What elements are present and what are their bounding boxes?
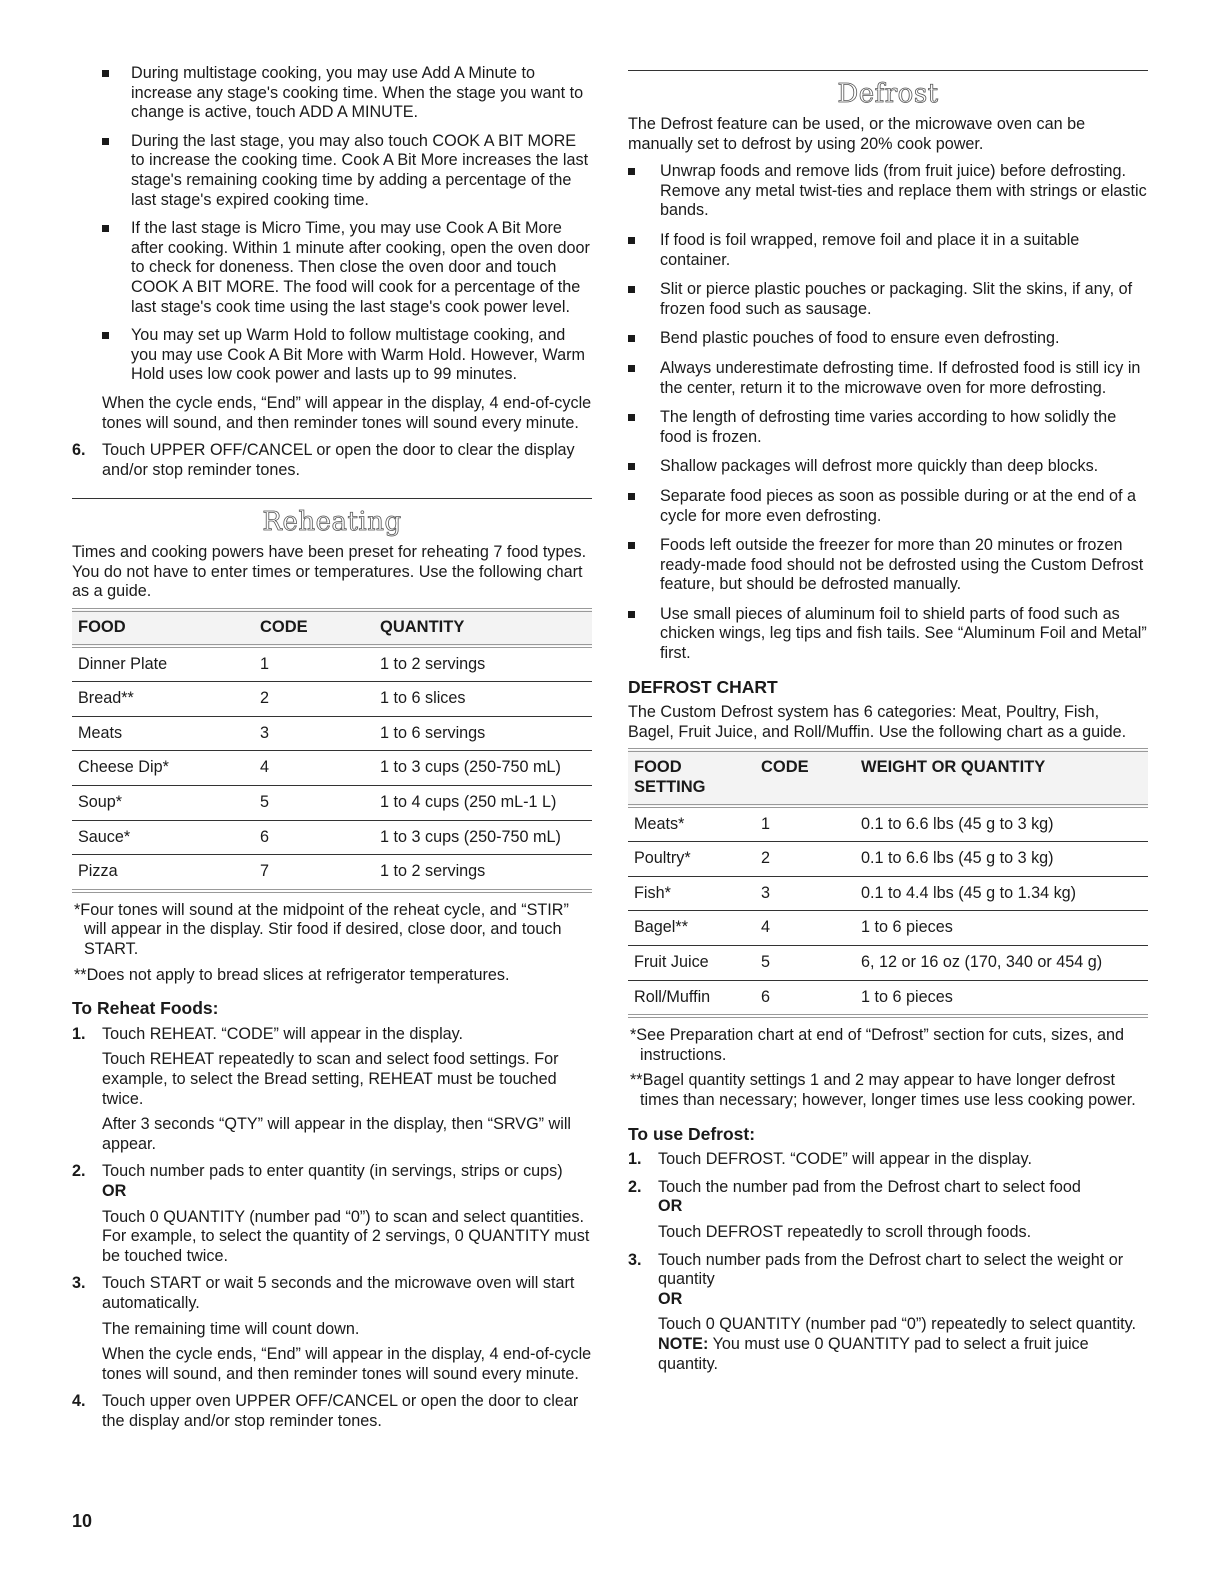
col-header-food: FOOD	[72, 610, 254, 646]
table-row: Pizza 7 1 to 2 servings	[72, 855, 592, 891]
reheat-table	[72, 608, 592, 893]
section-divider	[72, 498, 592, 499]
step-6: 6. Touch UPPER OFF/CANCEL or open the door to clear the display and/or stop reminder tones.	[72, 441, 575, 479]
table-row: Bagel** 4 1 to 6 pieces	[628, 911, 1148, 946]
step-1: 1. Touch REHEAT. “CODE” will appear in the display. Touch REHEAT repeatedly to scan and select food settings. For example, to select the Bread setting, REHEAT must be touched twice. After 3 seconds “QTY” will appear in the display, then “SRVG” will appear.	[72, 1024, 572, 1153]
defrost-howto-heading: To use Defrost:	[628, 1123, 756, 1144]
col-header-quantity: QUANTITY	[374, 610, 592, 646]
reheating-heading: Reheating	[262, 507, 402, 538]
table-row: Poultry* 2 0.1 to 6.6 lbs (45 g to 3 kg)	[628, 842, 1148, 877]
defrost-heading: Defrost	[837, 79, 939, 109]
step-4: 4. Touch upper oven UPPER OFF/CANCEL or open the door to clear the display and/or stop reminder tones.	[72, 1392, 579, 1430]
table-row: Soup* 5 1 to 4 cups (250 mL-1 L)	[72, 786, 592, 821]
list-item: Separate food pieces as soon as possible during or at the end of a cycle for more even defrosting.	[628, 487, 1148, 526]
col-header-code: CODE	[755, 750, 855, 805]
bullet-square-icon	[102, 332, 109, 339]
table-row: Roll/Muffin 6 1 to 6 pieces	[628, 980, 1148, 1016]
section-divider	[628, 70, 1148, 71]
defrost-chart-intro: The Custom Defrost system has 6 categories: Meat, Poultry, Fish, Bagel, Fruit Juice, and Roll/Muffin. Use the following chart as a guide.	[628, 703, 1127, 741]
list-item: Unwrap foods and remove lids (from fruit juice) before defrosting. Remove any metal twist-ties and replace them with strings or elastic bands.	[628, 162, 1148, 221]
reheating-intro: Times and cooking powers have been preset for reheating 7 food types. You do not have to enter times or temperatures. Use the following chart as a guide.	[72, 543, 587, 601]
list-item: Always underestimate defrosting time. If defrosted food is still icy in the center, return it to the microwave oven for more defrosting.	[628, 359, 1148, 398]
step-3: 3. Touch number pads from the Defrost chart to select the weight or quantity OR Touch 0 QUANTITY (number pad “0”) repeatedly to select quantity. NOTE: You must use 0 QUANTITY pad to select a fruit juice quantity.	[628, 1251, 1148, 1375]
table-row: Fruit Juice 5 6, 12 or 16 oz (170, 340 or 454 g)	[628, 946, 1148, 981]
list-item: Foods left outside the freezer for more than 20 minutes or frozen ready-made food should not be defrosted using the Custom Defrost feature, but should be defrosted manually.	[628, 536, 1148, 595]
list-item: Shallow packages will defrost more quickly than deep blocks.	[628, 457, 1148, 477]
list-item: The length of defrosting time varies according to how solidly the food is frozen.	[628, 408, 1148, 447]
footnote: **Does not apply to bread slices at refrigerator temperatures.	[74, 965, 510, 984]
list-item: You may set up Warm Hold to follow multistage cooking, and you may use Cook A Bit More with Warm Hold. However, Warm Hold uses low cook power and lasts up to 99 minutes.	[72, 326, 592, 385]
footnote: **Bagel quantity settings 1 and 2 may appear to have longer defrost times than necessary; however, longer times use less cooking power.	[630, 1071, 1136, 1109]
col-header-weight: WEIGHT OR QUANTITY	[855, 750, 1148, 805]
defrost-intro: The Defrost feature can be used, or the microwave oven can be manually set to defrost by using 20% cook power.	[628, 115, 1086, 153]
bullet-square-icon	[628, 493, 635, 500]
left-column	[72, 64, 592, 1431]
table-row: Bread** 2 1 to 6 slices	[72, 682, 592, 717]
bullet-square-icon	[628, 286, 635, 293]
reheat-howto-heading: To Reheat Foods:	[72, 998, 219, 1019]
list-item: If the last stage is Micro Time, you may use Cook A Bit More after cooking. Within 1 minute after cooking, open the oven door to check for doneness. Then close the oven door and touch COOK A BIT MORE. The food will cook for a percentage of the last stage's cook time using the last stage's cook power level.	[72, 219, 592, 317]
step-2: 2. Touch the number pad from the Defrost chart to select food OR Touch DEFROST repeatedly to scroll through foods.	[628, 1177, 1081, 1241]
bullet-square-icon	[102, 138, 109, 145]
col-header-code: CODE	[254, 610, 374, 646]
bullet-square-icon	[102, 70, 109, 77]
table-row: Meats 3 1 to 6 servings	[72, 716, 592, 751]
bullet-square-icon	[628, 611, 635, 618]
step-2: 2. Touch number pads to enter quantity (in servings, strips or cups) OR Touch 0 QUANTITY (number pad “0”) to scan and select quantities. For example, to select the quantity of 2 servings, 0 QUANTITY must be touched twice.	[72, 1162, 590, 1265]
list-item: Slit or pierce plastic pouches or packaging. Slit the skins, if any, of frozen food such as sausage.	[628, 280, 1148, 319]
step-1: 1. Touch DEFROST. “CODE” will appear in the display.	[628, 1150, 1032, 1169]
table-row: Fish* 3 0.1 to 4.4 lbs (45 g to 1.34 kg)	[628, 876, 1148, 911]
table-row: Sauce* 6 1 to 3 cups (250-750 mL)	[72, 820, 592, 855]
bullet-square-icon	[628, 335, 635, 342]
list-item: Use small pieces of aluminum foil to shield parts of food such as chicken wings, leg tips and fish tails. See “Aluminum Foil and Metal” first.	[628, 605, 1148, 664]
defrost-table	[628, 748, 1148, 1018]
table-header-row	[72, 610, 592, 646]
list-item: Bend plastic pouches of food to ensure even defrosting.	[628, 329, 1148, 349]
cycle-end-text: When the cycle ends, “End” will appear in the display, 4 end-of-cycle tones will sound, and then reminder tones will sound every minute.	[102, 393, 592, 432]
bullet-square-icon	[628, 463, 635, 470]
list-item: During the last stage, you may also touch COOK A BIT MORE to increase the cooking time. Cook A Bit More increases the last stage's remaining cooking time by adding a percentage of the last stage's expired cooking time.	[72, 132, 592, 210]
table-row: Cheese Dip* 4 1 to 3 cups (250-750 mL)	[72, 751, 592, 786]
footnote: *Four tones will sound at the midpoint of the reheat cycle, and “STIR” will appear in the display. Stir food if desired, close door, and touch START.	[74, 900, 569, 958]
bullet-square-icon	[628, 365, 635, 372]
defrost-chart-heading: DEFROST CHART	[628, 676, 778, 697]
bullet-square-icon	[102, 225, 109, 232]
list-item: If food is foil wrapped, remove foil and place it in a suitable container.	[628, 231, 1148, 270]
bullet-square-icon	[628, 414, 635, 421]
right-column	[628, 64, 1148, 1374]
col-header-food-setting: FOOD SETTING	[628, 750, 755, 805]
list-item: During multistage cooking, you may use Add A Minute to increase any stage's cooking time. When the stage you want to change is active, touch ADD A MINUTE.	[72, 64, 592, 123]
bullet-square-icon	[628, 542, 635, 549]
footnote: *See Preparation chart at end of “Defrost” section for cuts, sizes, and instructions.	[630, 1026, 1124, 1064]
table-header-row	[628, 750, 1148, 805]
bullet-square-icon	[628, 168, 635, 175]
table-row: Meats* 1 0.1 to 6.6 lbs (45 g to 3 kg)	[628, 806, 1148, 842]
step-3: 3. Touch START or wait 5 seconds and the microwave oven will start automatically. The remaining time will count down. When the cycle ends, “End” will appear in the display, 4 end-of-cycle tones will sound, and then reminder tones will sound every minute.	[72, 1274, 592, 1383]
note-text: NOTE: You must use 0 QUANTITY pad to select a fruit juice quantity.	[658, 1334, 1089, 1373]
bullet-square-icon	[628, 237, 635, 244]
table-row: Dinner Plate 1 1 to 2 servings	[72, 646, 592, 682]
page-number: 10	[72, 1511, 93, 1531]
